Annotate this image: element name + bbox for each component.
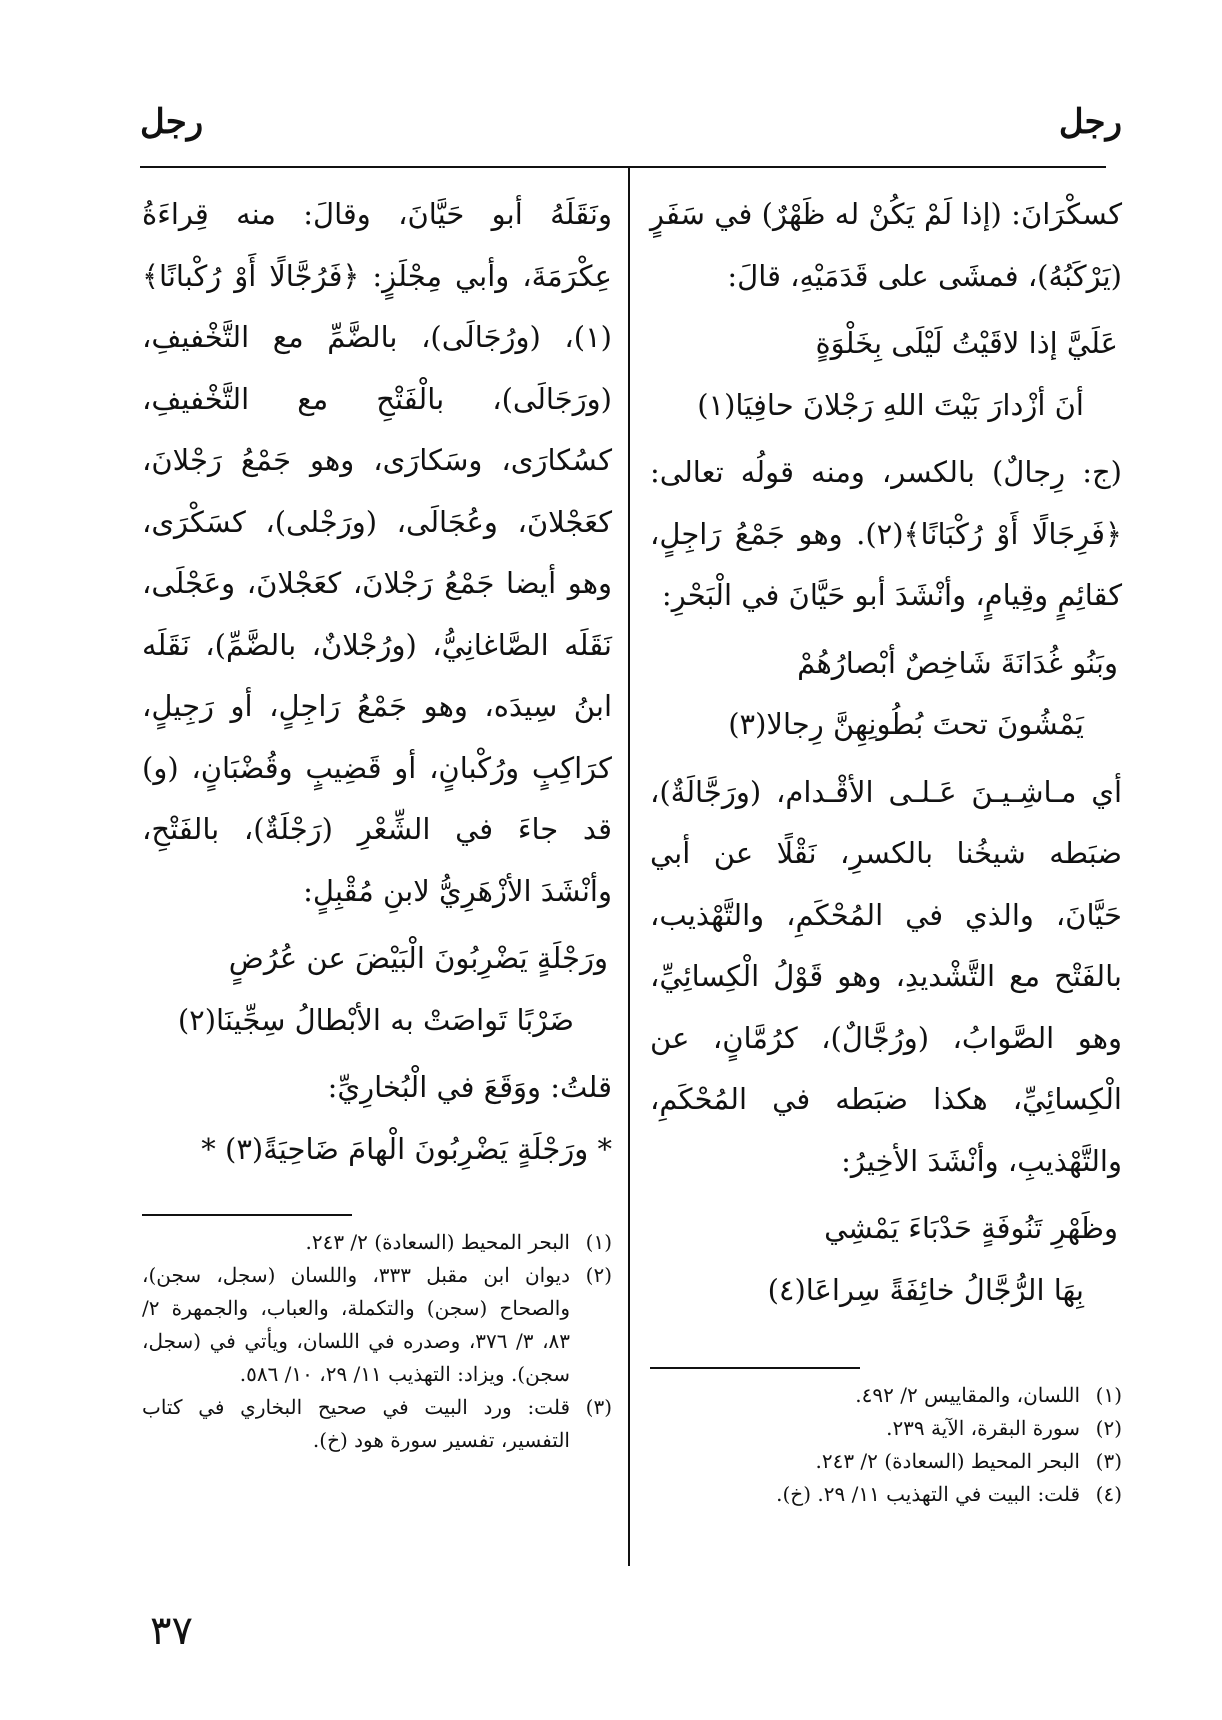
verse-line: بِهَا الرُّجَّالُ خائِفَةً سِراعَا(٤): [767, 1272, 1084, 1307]
right-paragraph-1: كسكْرَانَ: (إذا لَمْ يَكُنْ له ظَهْرٌ) في سَفَرٍ (يَرْكَبُهُ)، فمشَى على قَدَمَيْهِ، قالَ:: [650, 197, 1122, 293]
left-verse-1: [142, 928, 612, 1051]
footnote-text: اللسان، والمقاييس ٢/ ٤٩٢.: [855, 1383, 1080, 1407]
footnote-number: (١): [585, 1230, 612, 1254]
footnote-number: (٤): [1095, 1482, 1122, 1506]
header-rule: [140, 166, 1106, 168]
footnote-number: (٢): [585, 1263, 612, 1287]
header-word-right: رجل: [1058, 102, 1122, 142]
footnote: [142, 1391, 612, 1457]
footnote-text: قلت: ورد البيت في صحيح البخاري في كتاب التفسير، تفسير سورة هود (خ).: [142, 1395, 570, 1452]
right-paragraph-2: (ج: رِجالٌ) بالكسر، ومنه قولُه تعالى: ﴿فَرِجَالًا أَوْ رُكْبَانًا﴾(٢). وهو جَمْعُ رَاجِلٍ، كقائِمٍ وقِيامٍ، وأنْشَدَ أبو حَيَّانَ في الْبَحْرِ:: [650, 455, 1122, 612]
footnote-text: قلت: البيت في التهذيب ١١/ ٢٩. (خ).: [776, 1482, 1080, 1506]
right-verse-1: [650, 313, 1122, 436]
footnote-rule: [142, 1214, 352, 1216]
left-paragraph-2: قلتُ: ووَقَعَ في الْبُخارِيِّ:: [327, 1070, 612, 1104]
footnote-text: ديوان ابن مقبل ٣٣٣، واللسان (سجل، سجن)، والصحاح (سجن) والتكملة، والعباب، والجمهرة ٢/ ٨٣، ٣/ ٣٧٦، وصدره في اللسان، ويأتي في (سجل، سجن). ويزاد: التهذيب ١١/ ٢٩، ١٠/ ٥٨٦.: [142, 1263, 571, 1386]
right-paragraph-3: أي مـاشِـيـنَ عَـلـى الأقْـدام، (ورَجَّالَةٌ)، ضبَطه شيخُنا بالكسرِ، نَقْلًا عن أبي حَيَّانَ، والذي في المُحْكَمِ، والتَّهْذيب، بالفَتْح مع التَّشْديدِ، وهو قَوْلُ الْكِسائِيِّ، وهو الصَّوابُ، (ورُجَّالٌ)، كرُمَّانٍ، عن الْكِسائِيِّ، هكذا ضبَطه في المُحْكَمِ، والتَّهْذيبِ، وأنْشَدَ الأخِيرُ:: [650, 774, 1122, 1178]
footnote-number: (٣): [585, 1395, 612, 1419]
footnote: [650, 1412, 1122, 1445]
right-verse-3: [650, 1198, 1122, 1321]
footnote-rule: [650, 1367, 860, 1369]
footnote: [650, 1379, 1122, 1412]
verse-line: عَلَيَّ إذا لاقَيْتُ لَيْلَى بِخَلْوَةٍ: [815, 326, 1118, 360]
verse-line: ورَجْلَةٍ يَضْرِبُونَ الْبَيْضَ عن عُرُضٍ: [228, 941, 608, 975]
right-column: [650, 184, 1122, 1511]
left-paragraph-3: * ورَجْلَةٍ يَضْرِبُونَ الْهامَ ضَاحِيَةً(٣) *: [201, 1131, 612, 1166]
right-verse-2: [650, 633, 1122, 756]
verse-line: يَمْشُونَ تحتَ بُطُونِهِنَّ رِجالا(٣): [728, 707, 1084, 741]
footnote-number: (٣): [1095, 1449, 1122, 1473]
footnote: [650, 1445, 1122, 1478]
footnote-number: (٢): [1095, 1416, 1122, 1440]
column-divider: [628, 166, 630, 1566]
verse-line: وظَهْرِ تَنُوفَةٍ حَدْبَاءَ يَمْشِي: [824, 1211, 1118, 1245]
header-word-left: رجل: [140, 102, 204, 142]
verse-line: أنَ أزْدارَ بَيْتَ اللهِ رَجْلانَ حافِيَا(١): [697, 387, 1084, 422]
page-number: ٣٧: [150, 1608, 193, 1654]
verse-line: وبَنُو غُدَانَةَ شَاخِصٌ أبْصارُهُمْ: [797, 645, 1118, 680]
verse-line: ضَرْبًا تَواصَتْ به الأبْطالُ سِجِّينَا(٢): [177, 1002, 574, 1037]
footnote: [142, 1259, 612, 1391]
footnote-number: (١): [1095, 1383, 1122, 1407]
footnote-text: البحر المحيط (السعادة) ٢/ ٢٤٣.: [305, 1230, 570, 1254]
left-paragraph-1: ونَقَلَهُ أبو حَيَّانَ، وقالَ: منه قِراءَةُ عِكْرَمَةَ، وأبي مِجْلَزٍ: ﴿فَرُجَّالًا أَوْ رُكْبانًا﴾(١)، (ورُجَالَى)، بالضَّمِّ مع التَّخْفيفِ، (ورَجَالَى)، بالْفَتْحِ مع التَّخْفيفِ، كسُكارَى، وسَكارَى، وهو جَمْعُ رَجْلانَ، كعَجْلانَ، وعُجَالَى، (ورَجْلى)، كسَكْرَى، وهو أيضا جَمْعُ رَجْلانَ، كعَجْلانَ، وعَجْلَى، نَقَلَه الصَّاغانِيُّ، (ورُجْلانٌ، بالضَّمِّ)، نَقَلَه ابنُ سِيدَه، وهو جَمْعُ رَاجِلٍ، أو رَجِيلٍ، كرَاكِبٍ ورُكْبانٍ، أو قَضِيبٍ وقُضْبَانٍ، (و) قد جاءَ في الشِّعْرِ (رَجْلَةٌ)، بالفَتْحِ، وأنْشَدَ الأزْهَرِيُّ لابنِ مُقْبِلٍ:: [142, 197, 612, 908]
footnote-text: سورة البقرة، الآية ٢٣٩.: [886, 1416, 1080, 1440]
footnote: [142, 1226, 612, 1259]
footnote: [650, 1478, 1122, 1511]
footnote-text: البحر المحيط (السعادة) ٢/ ٢٤٣.: [815, 1449, 1080, 1473]
left-column: [142, 184, 612, 1457]
